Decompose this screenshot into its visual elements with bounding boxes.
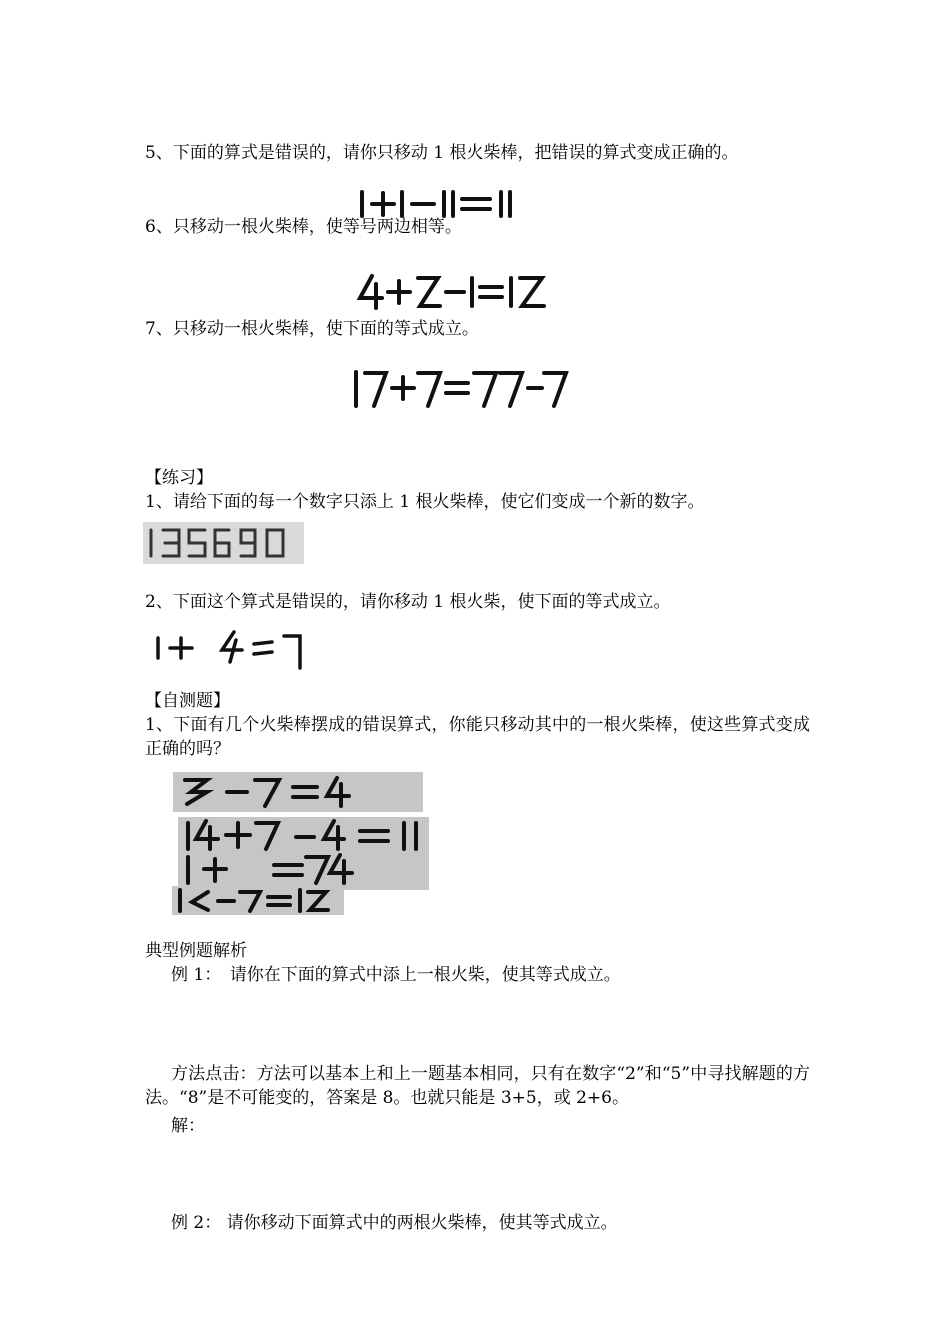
practice-2-matchstick-image [150, 628, 310, 674]
practice-1-digits-image [143, 522, 304, 564]
method-text: 方法点击：方法可以基本上和上一题基本相同，只有在数字“2”和“5”中寻找解题的方法。“8”是不可能变的，答案是 8。也就只能是 3+5，或 2+6。 [145, 1064, 810, 1108]
practice-2-text: 2、下面这个算式是错误的，请你移动 1 根火柴，使下面的等式成立。 [145, 592, 671, 612]
example-2-text: 例 2： 请你移动下面算式中的两根火柴棒，使其等式成立。 [171, 1213, 618, 1233]
self-test-equation-4-image [172, 886, 344, 915]
practice-heading: 【练习】 [145, 468, 213, 488]
question-7-matchstick-image [348, 368, 570, 410]
solution-label: 解： [171, 1116, 205, 1136]
practice-1-text: 1、请给下面的每一个数字只添上 1 根火柴棒，使它们变成一个新的数字。 [145, 492, 705, 512]
question-7-text: 7、只移动一根火柴棒，使下面的等式成立。 [145, 319, 479, 339]
analysis-heading: 典型例题解析 [145, 941, 247, 961]
question-5-text: 5、下面的算式是错误的，请你只移动 1 根火柴棒，把错误的算式变成正确的。 [145, 143, 739, 163]
self-test-1-text: 1、下面有几个火柴棒摆成的错误算式，你能只移动其中的一根火柴棒，使这些算式变成正确的吗？ [145, 715, 810, 759]
example-1-text: 例 1： 请你在下面的算式中添上一根火柴，使其等式成立。 [171, 965, 621, 985]
self-test-equations-2-3-image [178, 817, 429, 890]
self-test-equation-1-image [173, 772, 423, 812]
self-test-heading: 【自测题】 [145, 691, 230, 711]
question-6-text: 6、只移动一根火柴棒，使等号两边相等。 [145, 217, 462, 237]
question-6-matchstick-image [356, 272, 551, 312]
